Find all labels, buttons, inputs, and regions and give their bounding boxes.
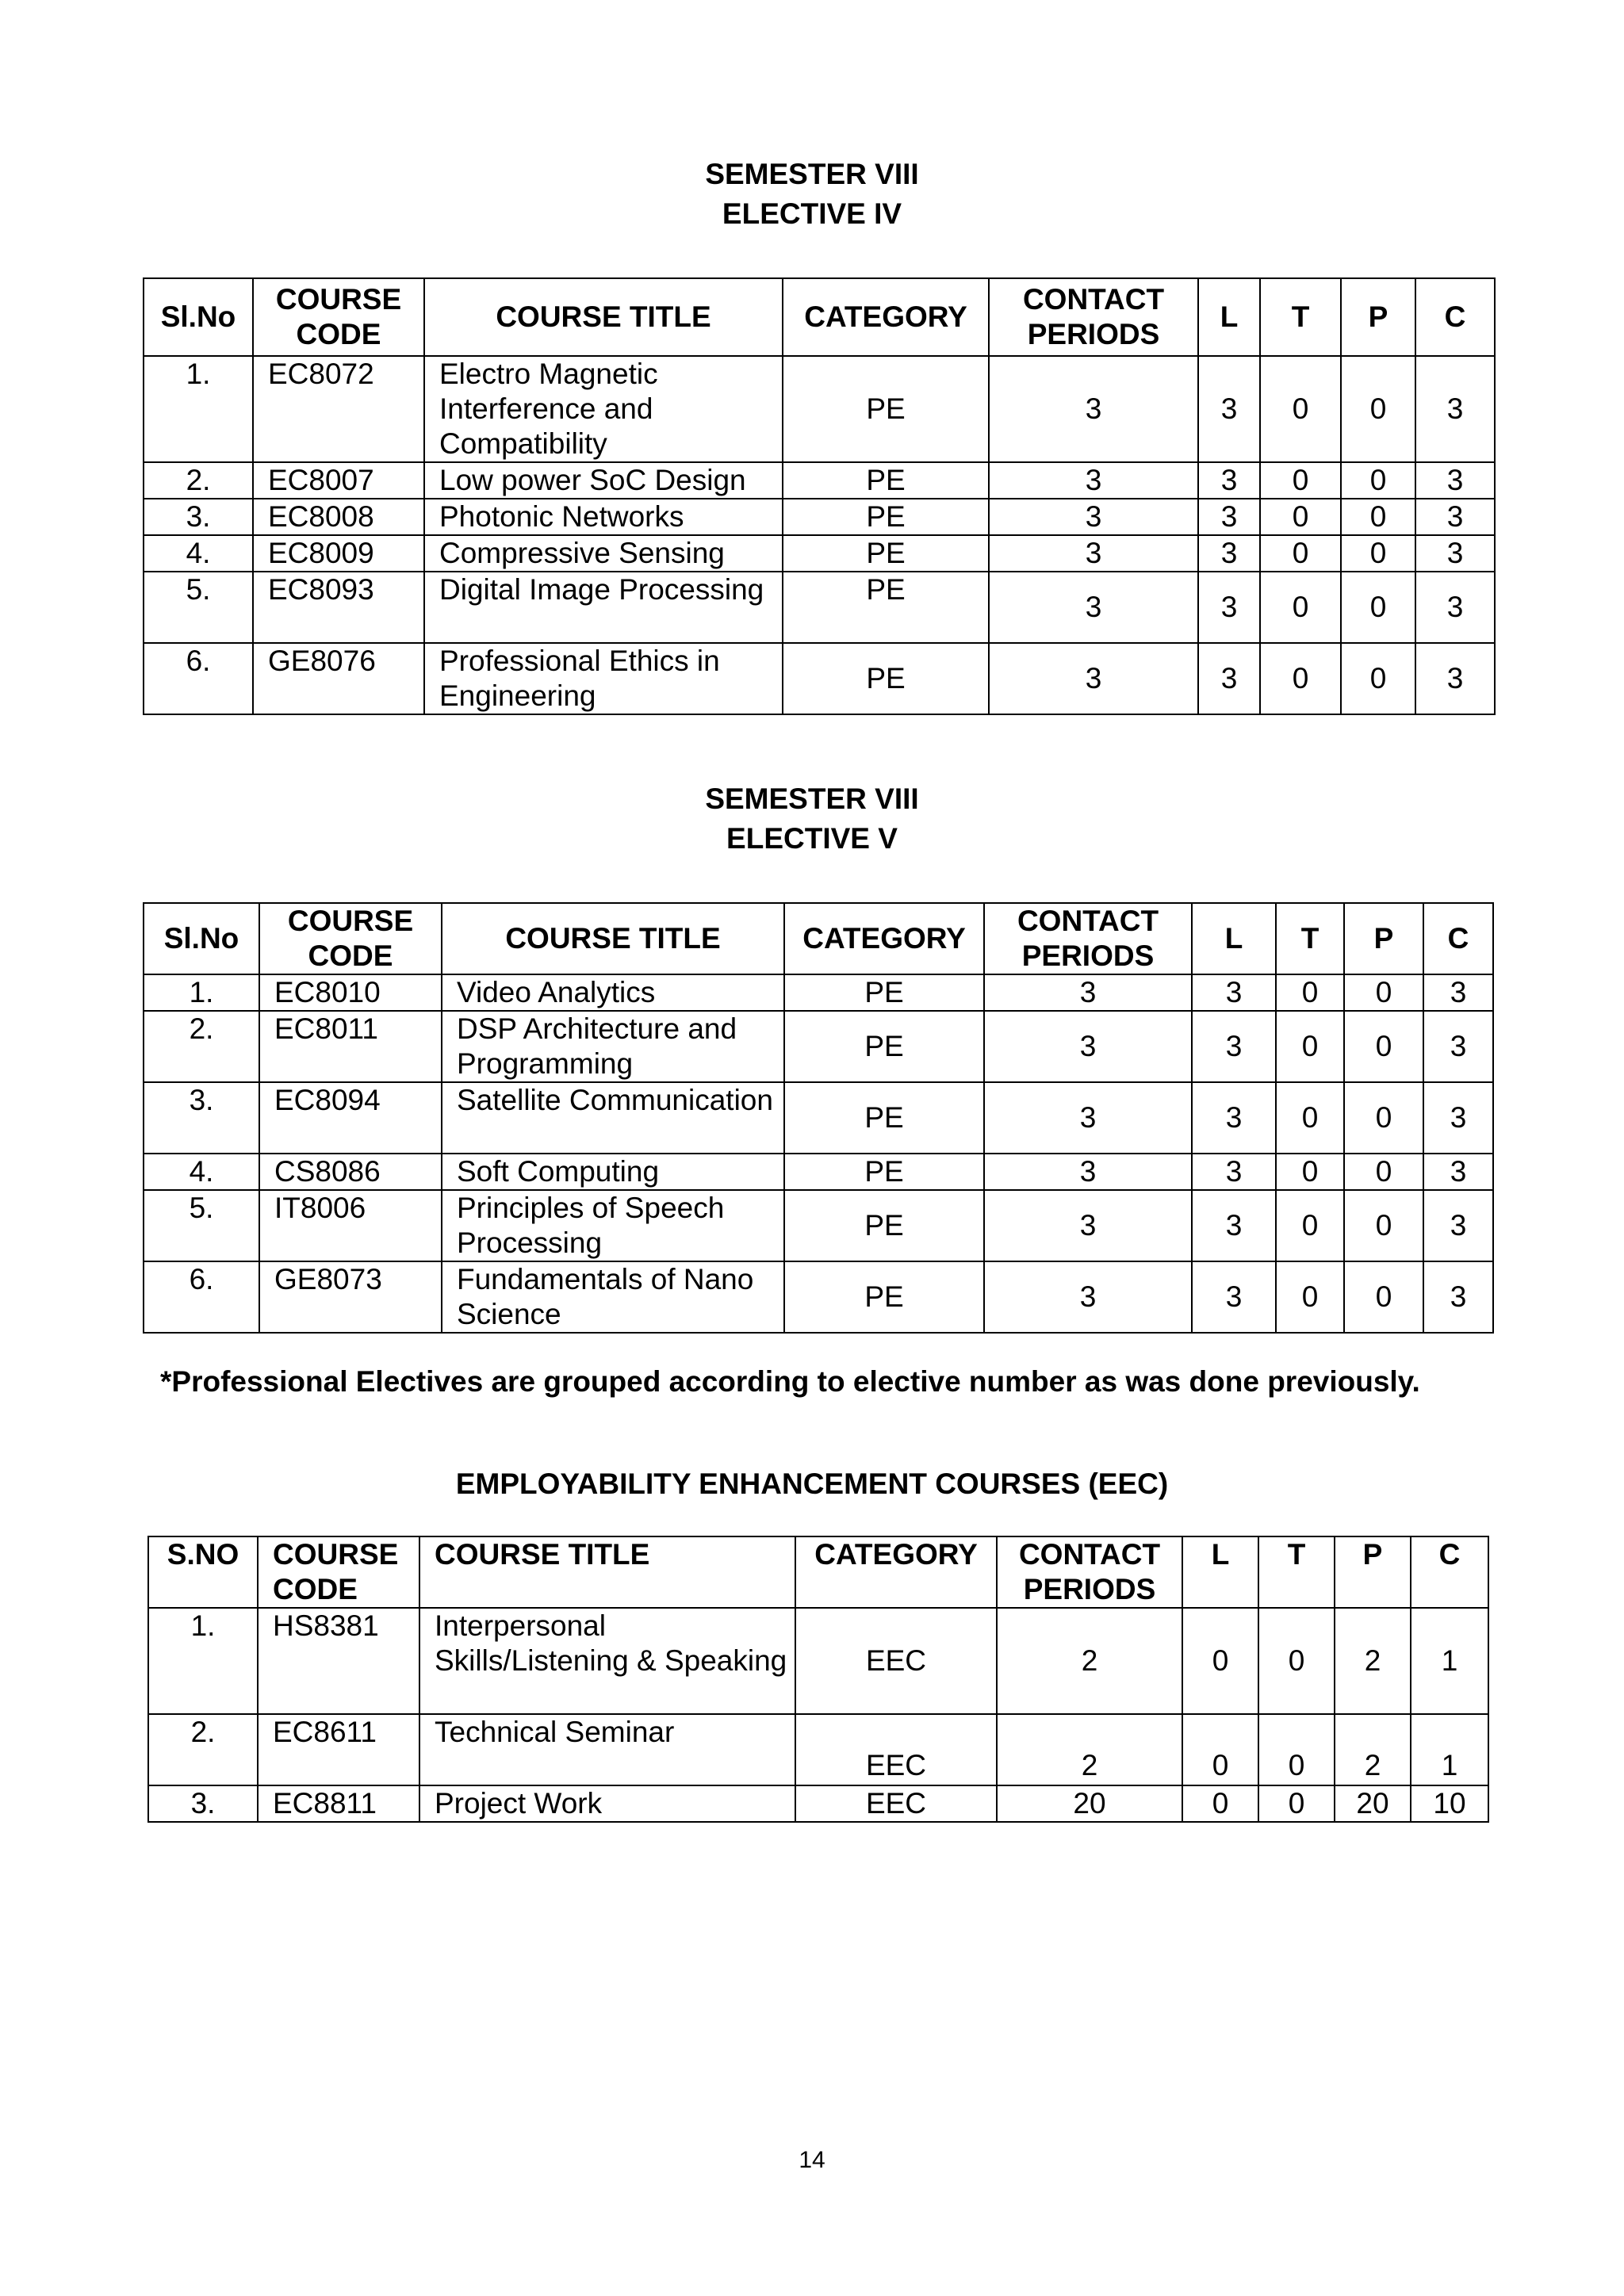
header-p: P — [1341, 278, 1415, 356]
cell-category: PE — [783, 462, 989, 499]
table-header-row — [148, 1536, 1488, 1608]
cell-c: 3 — [1423, 1154, 1493, 1190]
cell-l: 3 — [1192, 1261, 1276, 1333]
cell-slno: 6. — [144, 1261, 259, 1333]
cell-l: 3 — [1192, 1190, 1276, 1261]
cell-contact: 3 — [989, 499, 1198, 535]
header-contact-periods: CONTACT PERIODS — [984, 903, 1192, 974]
cell-course-code: CS8086 — [259, 1154, 442, 1190]
table-row — [144, 1082, 1493, 1154]
table-header-row — [144, 278, 1495, 356]
table-row — [148, 1714, 1488, 1785]
cell-category: PE — [784, 1011, 984, 1082]
professional-electives-note: *Professional Electives are grouped according to elective number as was done previously. — [160, 1365, 1420, 1398]
cell-course-code: EC8072 — [253, 356, 424, 462]
header-p: P — [1335, 1536, 1411, 1608]
cell-contact: 3 — [984, 1011, 1192, 1082]
cell-category: PE — [784, 1082, 984, 1154]
cell-course-code: EC8811 — [258, 1785, 419, 1822]
cell-category: EEC — [795, 1608, 997, 1714]
cell-course-code: EC8611 — [258, 1714, 419, 1785]
header-t: T — [1260, 278, 1341, 356]
cell-p: 0 — [1341, 499, 1415, 535]
cell-l: 0 — [1182, 1714, 1258, 1785]
cell-t: 0 — [1260, 499, 1341, 535]
cell-c: 3 — [1423, 974, 1493, 1011]
cell-t: 0 — [1258, 1608, 1335, 1714]
cell-course-title: Photonic Networks — [424, 499, 783, 535]
cell-t: 0 — [1258, 1714, 1335, 1785]
cell-contact: 3 — [989, 535, 1198, 572]
cell-l: 0 — [1182, 1785, 1258, 1822]
cell-p: 0 — [1344, 1190, 1423, 1261]
cell-slno: 3. — [148, 1785, 258, 1822]
cell-l: 3 — [1192, 974, 1276, 1011]
elective5-table — [143, 902, 1494, 1334]
cell-contact: 3 — [984, 1082, 1192, 1154]
cell-t: 0 — [1260, 356, 1341, 462]
cell-l: 3 — [1192, 1154, 1276, 1190]
cell-slno: 5. — [144, 1190, 259, 1261]
cell-contact: 2 — [997, 1714, 1182, 1785]
cell-slno: 1. — [148, 1608, 258, 1714]
cell-contact: 3 — [984, 1154, 1192, 1190]
table-row — [144, 1261, 1493, 1333]
cell-l: 3 — [1198, 356, 1260, 462]
elective4-heading — [0, 155, 1624, 234]
header-course-code: COURSE CODE — [259, 903, 442, 974]
header-c: C — [1415, 278, 1495, 356]
cell-p: 2 — [1335, 1714, 1411, 1785]
table-row — [144, 1190, 1493, 1261]
table-row — [144, 462, 1495, 499]
cell-slno: 6. — [144, 643, 253, 714]
cell-t: 0 — [1276, 974, 1344, 1011]
elective-title: ELECTIVE IV — [722, 197, 902, 230]
cell-course-code: GE8076 — [253, 643, 424, 714]
header-category: CATEGORY — [783, 278, 989, 356]
cell-contact: 3 — [989, 572, 1198, 643]
header-contact-periods: CONTACT PERIODS — [997, 1536, 1182, 1608]
cell-course-code: EC8007 — [253, 462, 424, 499]
header-slno: S.NO — [148, 1536, 258, 1608]
cell-t: 0 — [1260, 643, 1341, 714]
cell-course-title: Satellite Communication — [442, 1082, 784, 1154]
header-t: T — [1276, 903, 1344, 974]
cell-t: 0 — [1258, 1785, 1335, 1822]
cell-t: 0 — [1260, 572, 1341, 643]
cell-p: 0 — [1344, 974, 1423, 1011]
cell-slno: 2. — [144, 462, 253, 499]
cell-p: 0 — [1344, 1154, 1423, 1190]
cell-c: 10 — [1411, 1785, 1488, 1822]
cell-course-code: EC8094 — [259, 1082, 442, 1154]
cell-l: 3 — [1198, 643, 1260, 714]
header-c: C — [1411, 1536, 1488, 1608]
semester-title: SEMESTER VIII — [705, 783, 919, 815]
cell-category: PE — [783, 643, 989, 714]
cell-t: 0 — [1276, 1082, 1344, 1154]
cell-category: PE — [783, 572, 989, 643]
table-row — [148, 1608, 1488, 1714]
cell-l: 3 — [1192, 1082, 1276, 1154]
cell-category: PE — [784, 1190, 984, 1261]
cell-p: 2 — [1335, 1608, 1411, 1714]
cell-course-title: Low power SoC Design — [424, 462, 783, 499]
cell-p: 0 — [1341, 572, 1415, 643]
semester-title: SEMESTER VIII — [705, 158, 919, 190]
table-row — [144, 499, 1495, 535]
cell-category: EEC — [795, 1785, 997, 1822]
cell-c: 3 — [1415, 462, 1495, 499]
table-row — [144, 356, 1495, 462]
header-c: C — [1423, 903, 1493, 974]
header-category: CATEGORY — [795, 1536, 997, 1608]
cell-category: PE — [784, 1154, 984, 1190]
cell-contact: 3 — [984, 1190, 1192, 1261]
cell-l: 3 — [1198, 535, 1260, 572]
cell-course-code: IT8006 — [259, 1190, 442, 1261]
cell-slno: 1. — [144, 356, 253, 462]
cell-p: 0 — [1344, 1011, 1423, 1082]
cell-slno: 1. — [144, 974, 259, 1011]
cell-p: 0 — [1341, 535, 1415, 572]
cell-course-title: Digital Image Processing — [424, 572, 783, 643]
cell-p: 0 — [1341, 462, 1415, 499]
cell-c: 3 — [1415, 356, 1495, 462]
table-header-row — [144, 903, 1493, 974]
cell-contact: 3 — [989, 356, 1198, 462]
cell-course-title: Fundamentals of Nano Science — [442, 1261, 784, 1333]
header-course-title: COURSE TITLE — [419, 1536, 795, 1608]
cell-category: EEC — [795, 1714, 997, 1785]
cell-category: PE — [783, 535, 989, 572]
cell-course-code: EC8093 — [253, 572, 424, 643]
cell-c: 3 — [1423, 1190, 1493, 1261]
cell-c: 3 — [1415, 643, 1495, 714]
table-row — [144, 974, 1493, 1011]
table-row — [144, 535, 1495, 572]
cell-slno: 4. — [144, 1154, 259, 1190]
cell-course-title: Interpersonal Skills/Listening & Speaking — [419, 1608, 795, 1714]
cell-slno: 2. — [144, 1011, 259, 1082]
header-p: P — [1344, 903, 1423, 974]
cell-contact: 3 — [984, 1261, 1192, 1333]
cell-course-title: Video Analytics — [442, 974, 784, 1011]
cell-category: PE — [784, 974, 984, 1011]
cell-course-title: DSP Architecture and Programming — [442, 1011, 784, 1082]
cell-course-title: Project Work — [419, 1785, 795, 1822]
cell-c: 3 — [1423, 1082, 1493, 1154]
cell-course-title: Compressive Sensing — [424, 535, 783, 572]
cell-t: 0 — [1276, 1261, 1344, 1333]
cell-contact: 2 — [997, 1608, 1182, 1714]
cell-slno: 4. — [144, 535, 253, 572]
cell-course-title: Technical Seminar — [419, 1714, 795, 1785]
cell-l: 3 — [1198, 462, 1260, 499]
header-slno: Sl.No — [144, 278, 253, 356]
cell-p: 0 — [1341, 643, 1415, 714]
cell-contact: 3 — [989, 462, 1198, 499]
eec-table — [147, 1536, 1489, 1823]
cell-course-code: EC8010 — [259, 974, 442, 1011]
cell-course-title: Soft Computing — [442, 1154, 784, 1190]
cell-course-code: EC8009 — [253, 535, 424, 572]
cell-c: 3 — [1415, 499, 1495, 535]
eec-heading: EMPLOYABILITY ENHANCEMENT COURSES (EEC) — [455, 1468, 1169, 1500]
cell-p: 0 — [1344, 1261, 1423, 1333]
elective-title: ELECTIVE V — [726, 822, 898, 855]
header-t: T — [1258, 1536, 1335, 1608]
cell-contact: 3 — [984, 974, 1192, 1011]
cell-course-code: HS8381 — [258, 1608, 419, 1714]
header-l: L — [1198, 278, 1260, 356]
cell-contact: 3 — [989, 643, 1198, 714]
cell-course-title: Professional Ethics in Engineering — [424, 643, 783, 714]
cell-l: 3 — [1192, 1011, 1276, 1082]
cell-course-code: EC8008 — [253, 499, 424, 535]
cell-course-code: GE8073 — [259, 1261, 442, 1333]
cell-slno: 3. — [144, 499, 253, 535]
cell-p: 0 — [1344, 1082, 1423, 1154]
cell-p: 20 — [1335, 1785, 1411, 1822]
cell-slno: 2. — [148, 1714, 258, 1785]
header-course-title: COURSE TITLE — [442, 903, 784, 974]
page-number: 14 — [799, 2147, 825, 2173]
elective5-heading — [0, 779, 1624, 859]
table-row — [144, 643, 1495, 714]
cell-slno: 5. — [144, 572, 253, 643]
cell-c: 3 — [1423, 1011, 1493, 1082]
header-course-code: COURSE CODE — [253, 278, 424, 356]
cell-l: 3 — [1198, 572, 1260, 643]
header-slno: Sl.No — [144, 903, 259, 974]
cell-category: PE — [784, 1261, 984, 1333]
header-l: L — [1192, 903, 1276, 974]
cell-course-title: Electro Magnetic Interference and Compatibility — [424, 356, 783, 462]
header-course-code: COURSE CODE — [258, 1536, 419, 1608]
cell-category: PE — [783, 499, 989, 535]
cell-c: 3 — [1423, 1261, 1493, 1333]
cell-c: 1 — [1411, 1714, 1488, 1785]
cell-t: 0 — [1260, 462, 1341, 499]
cell-l: 3 — [1198, 499, 1260, 535]
header-category: CATEGORY — [784, 903, 984, 974]
cell-course-title: Principles of Speech Processing — [442, 1190, 784, 1261]
cell-c: 1 — [1411, 1608, 1488, 1714]
cell-c: 3 — [1415, 572, 1495, 643]
cell-l: 0 — [1182, 1608, 1258, 1714]
cell-p: 0 — [1341, 356, 1415, 462]
table-row — [144, 572, 1495, 643]
cell-c: 3 — [1415, 535, 1495, 572]
cell-t: 0 — [1276, 1190, 1344, 1261]
table-row — [144, 1011, 1493, 1082]
cell-t: 0 — [1276, 1011, 1344, 1082]
elective4-table — [143, 277, 1496, 715]
table-row — [144, 1154, 1493, 1190]
header-course-title: COURSE TITLE — [424, 278, 783, 356]
cell-slno: 3. — [144, 1082, 259, 1154]
cell-contact: 20 — [997, 1785, 1182, 1822]
cell-course-code: EC8011 — [259, 1011, 442, 1082]
header-l: L — [1182, 1536, 1258, 1608]
cell-t: 0 — [1260, 535, 1341, 572]
table-row — [148, 1785, 1488, 1822]
header-contact-periods: CONTACT PERIODS — [989, 278, 1198, 356]
cell-category: PE — [783, 356, 989, 462]
cell-t: 0 — [1276, 1154, 1344, 1190]
